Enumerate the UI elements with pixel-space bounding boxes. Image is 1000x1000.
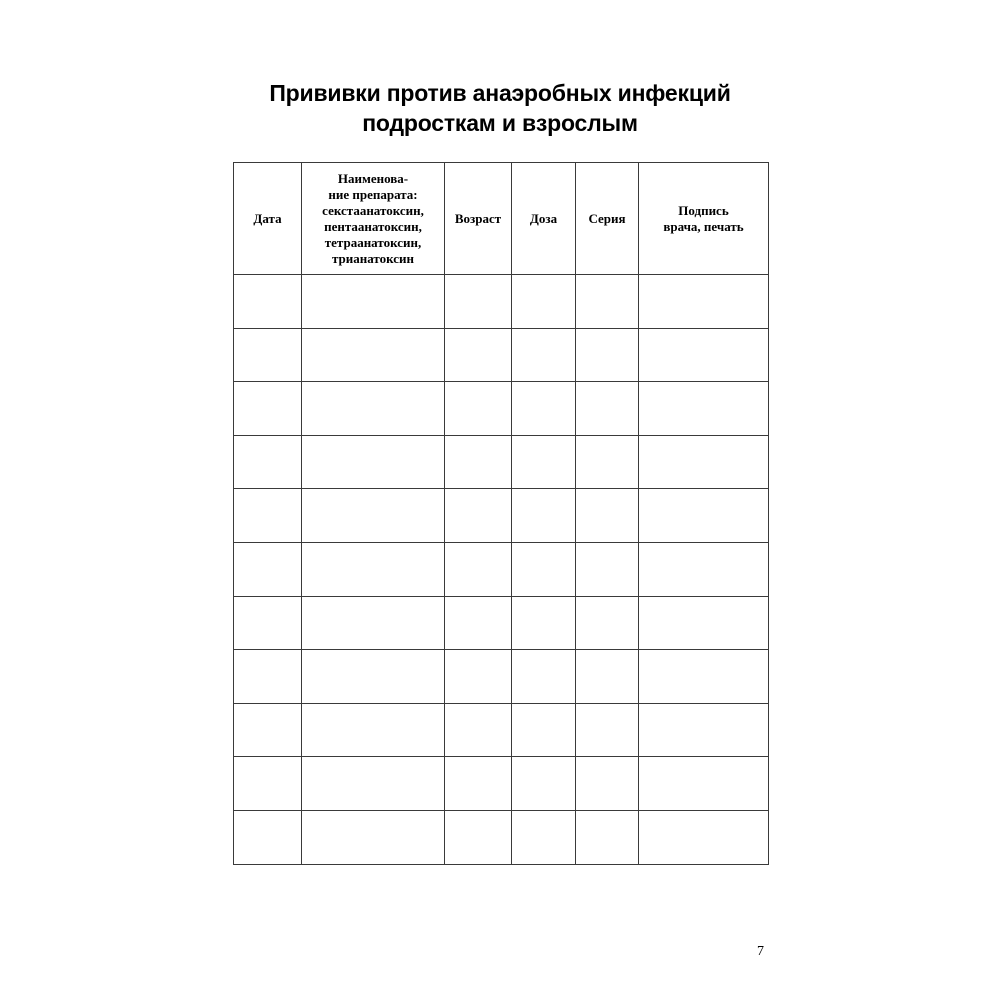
cell-preparation-name[interactable] [302, 328, 445, 382]
cell-preparation-name[interactable] [302, 757, 445, 811]
cell-date[interactable] [234, 703, 302, 757]
cell-preparation-name[interactable] [302, 275, 445, 329]
cell-age[interactable] [445, 435, 512, 489]
page-number: 7 [757, 944, 764, 959]
cell-series[interactable] [576, 489, 639, 543]
table-row [234, 757, 769, 811]
table-row [234, 435, 769, 489]
vaccination-table [233, 162, 769, 865]
page-title-line-2: подросткам и взрослым [362, 110, 638, 136]
cell-doctor-signature[interactable] [639, 650, 769, 704]
table-body [234, 275, 769, 865]
cell-series[interactable] [576, 435, 639, 489]
cell-date[interactable] [234, 757, 302, 811]
cell-date[interactable] [234, 810, 302, 864]
cell-dose[interactable] [512, 703, 576, 757]
cell-dose[interactable] [512, 435, 576, 489]
page-title-line-1: Прививки против анаэробных инфекций [269, 80, 731, 106]
cell-preparation-name[interactable] [302, 703, 445, 757]
cell-preparation-name[interactable] [302, 382, 445, 436]
cell-age[interactable] [445, 328, 512, 382]
cell-dose[interactable] [512, 757, 576, 811]
table-row [234, 650, 769, 704]
cell-age[interactable] [445, 542, 512, 596]
column-header-date: Дата [234, 163, 302, 275]
cell-age[interactable] [445, 489, 512, 543]
cell-doctor-signature[interactable] [639, 703, 769, 757]
page-title [0, 78, 1000, 138]
cell-doctor-signature[interactable] [639, 542, 769, 596]
cell-age[interactable] [445, 703, 512, 757]
cell-date[interactable] [234, 542, 302, 596]
column-header-series: Серия [576, 163, 639, 275]
cell-date[interactable] [234, 275, 302, 329]
cell-date[interactable] [234, 435, 302, 489]
table-row [234, 810, 769, 864]
cell-preparation-name[interactable] [302, 542, 445, 596]
column-header-dose: Доза [512, 163, 576, 275]
cell-age[interactable] [445, 382, 512, 436]
cell-preparation-name[interactable] [302, 650, 445, 704]
cell-series[interactable] [576, 328, 639, 382]
cell-preparation-name[interactable] [302, 489, 445, 543]
cell-age[interactable] [445, 596, 512, 650]
cell-doctor-signature[interactable] [639, 382, 769, 436]
cell-doctor-signature[interactable] [639, 757, 769, 811]
cell-dose[interactable] [512, 489, 576, 543]
cell-age[interactable] [445, 810, 512, 864]
table-row [234, 542, 769, 596]
table-row [234, 275, 769, 329]
cell-doctor-signature[interactable] [639, 489, 769, 543]
cell-date[interactable] [234, 650, 302, 704]
cell-series[interactable] [576, 703, 639, 757]
cell-dose[interactable] [512, 382, 576, 436]
cell-series[interactable] [576, 596, 639, 650]
cell-doctor-signature[interactable] [639, 810, 769, 864]
cell-doctor-signature[interactable] [639, 435, 769, 489]
cell-series[interactable] [576, 542, 639, 596]
table-row [234, 328, 769, 382]
table-row [234, 596, 769, 650]
cell-doctor-signature[interactable] [639, 328, 769, 382]
cell-series[interactable] [576, 810, 639, 864]
cell-date[interactable] [234, 328, 302, 382]
cell-preparation-name[interactable] [302, 435, 445, 489]
cell-date[interactable] [234, 596, 302, 650]
cell-series[interactable] [576, 382, 639, 436]
cell-date[interactable] [234, 489, 302, 543]
cell-dose[interactable] [512, 275, 576, 329]
table-row [234, 382, 769, 436]
header-row [234, 163, 769, 275]
cell-doctor-signature[interactable] [639, 275, 769, 329]
cell-doctor-signature[interactable] [639, 596, 769, 650]
cell-age[interactable] [445, 650, 512, 704]
cell-preparation-name[interactable] [302, 810, 445, 864]
cell-series[interactable] [576, 757, 639, 811]
cell-dose[interactable] [512, 650, 576, 704]
table-header [234, 163, 769, 275]
cell-dose[interactable] [512, 542, 576, 596]
column-header-preparation-name: Наименова- ние препарата: секстаанатоксин, пентаанатоксин, тетраанатоксин, трианатоксин [302, 163, 445, 275]
column-header-age: Возраст [445, 163, 512, 275]
cell-dose[interactable] [512, 328, 576, 382]
cell-age[interactable] [445, 275, 512, 329]
cell-age[interactable] [445, 757, 512, 811]
cell-preparation-name[interactable] [302, 596, 445, 650]
cell-dose[interactable] [512, 810, 576, 864]
cell-date[interactable] [234, 382, 302, 436]
cell-series[interactable] [576, 275, 639, 329]
column-header-doctor-signature: Подпись врача, печать [639, 163, 769, 275]
cell-dose[interactable] [512, 596, 576, 650]
cell-series[interactable] [576, 650, 639, 704]
table-row [234, 703, 769, 757]
table-row [234, 489, 769, 543]
